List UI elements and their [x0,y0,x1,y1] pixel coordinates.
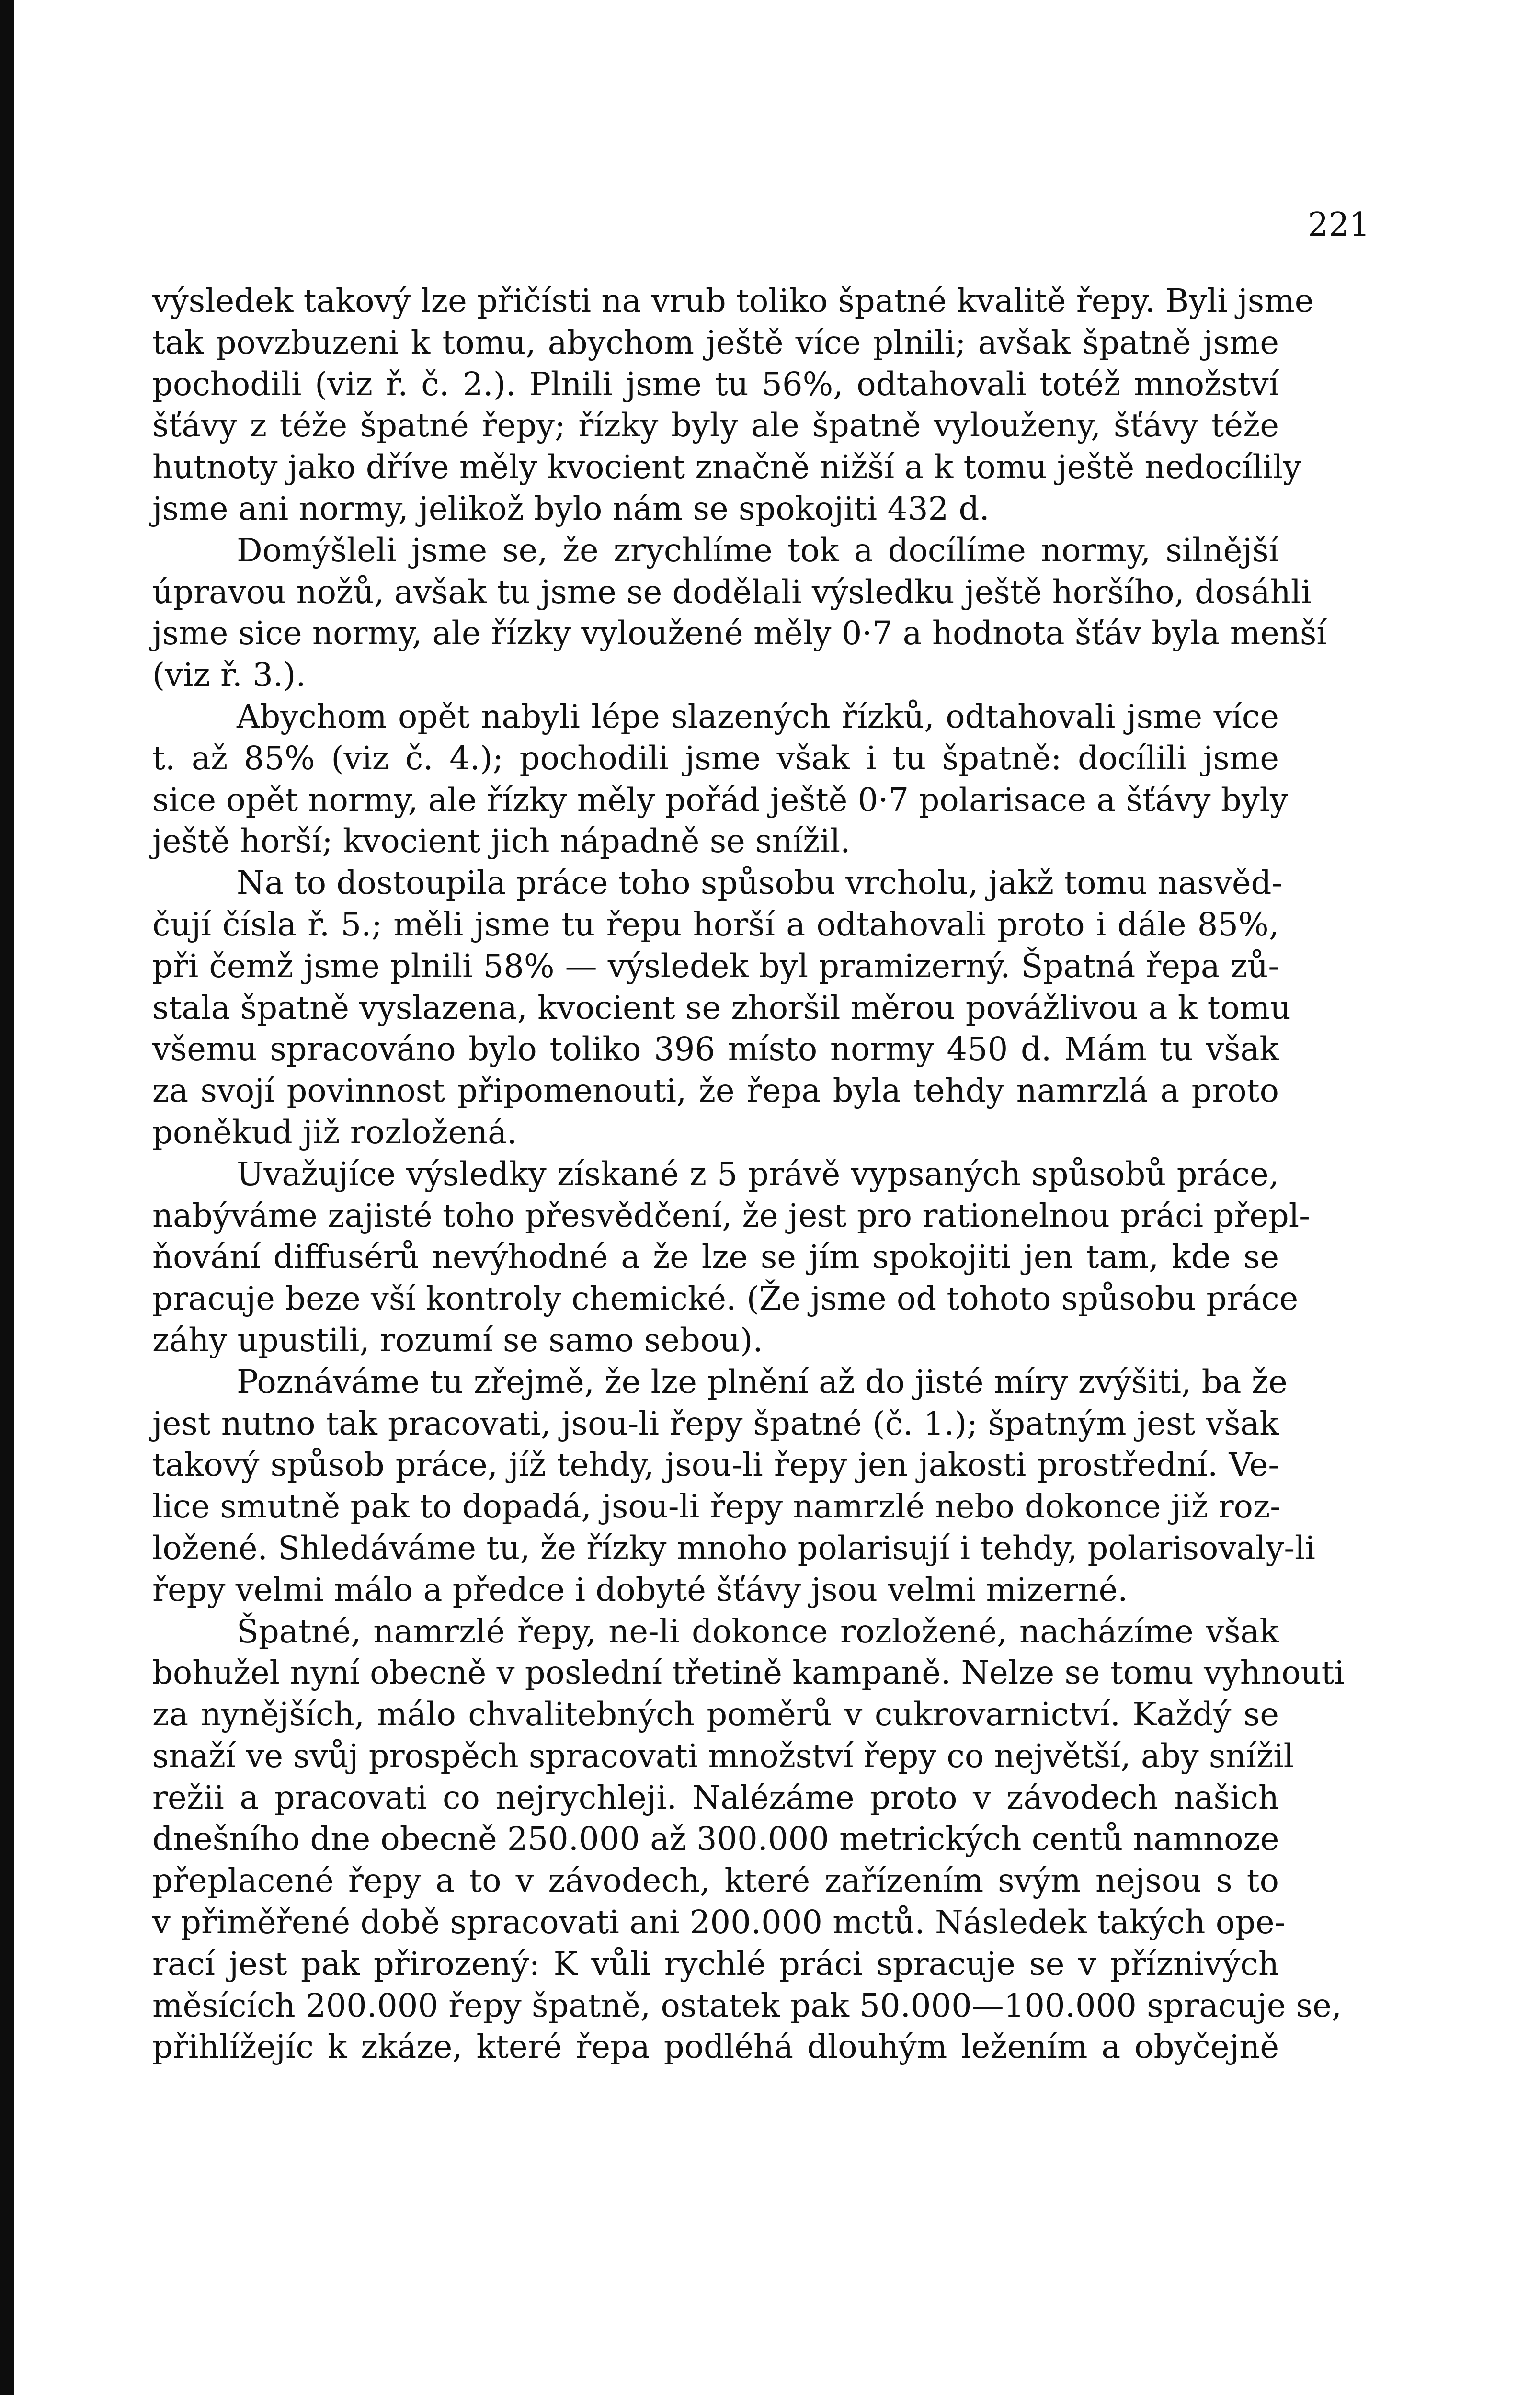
text-line: Abychom opět nabyli lépe slazených řízků, odtahovali jsme více [237,697,1279,735]
text-line: režii a pracovati co nejrychleji. Nalézáme proto v závodech našich [152,1779,1279,1816]
text-line: přihlížejíc k zkáze, které řepa podléhá dlouhým ležením a obyčejně [152,2028,1279,2066]
text-line: dnešního dne obecně 250.000 až 300.000 metrických centů namnoze [152,1820,1279,1858]
text-line: za nynějších, málo chvalitebných poměrů v cukrovarnictví. Každý se [152,1696,1279,1734]
text-line: Špatné, namrzlé řepy, ne-li dokonce rozložené, nacházíme však [237,1612,1279,1650]
text-line: výsledek takový lze přičísti na vrub toliko špatné kvalitě řepy. Byli jsme [152,282,1314,319]
text-line: Na to dostoupila práce toho spůsobu vrcholu, jakž tomu nasvěd- [237,864,1283,902]
text-line: ložené. Shledáváme tu, že řízky mnoho polarisují i tehdy, polarisovaly-li [152,1529,1315,1567]
text-line: snaží ve svůj prospěch spracovati množství řepy co největší, aby snížil [152,1737,1294,1775]
text-line: poněkud již rozložená. [152,1113,517,1151]
text-line: jsme sice normy, ale řízky vyloužené měly 0·7 a hodnota šťáv byla menší [152,615,1327,652]
text-line: za svojí povinnost připomenouti, že řepa byla tehdy namrzlá a proto [152,1072,1279,1110]
text-line: nabýváme zajisté toho přesvědčení, že jest pro rationelnou práci přepl- [152,1197,1310,1234]
text-line: při čemž jsme plnili 58% — výsledek byl pramizerný. Špatná řepa zů- [152,947,1279,985]
text-line: Uvažujíce výsledky získané z 5 právě vypsaných spůsobů práce, [237,1155,1279,1193]
body-text [152,280,1345,2068]
text-line: stala špatně vyslazena, kvocient se zhoršil měrou povážlivou a k tomu [152,989,1291,1026]
text-line: takový spůsob práce, jíž tehdy, jsou-li řepy jen jakosti prostřední. Ve- [152,1446,1279,1484]
text-line: v přiměřené době spracovati ani 200.000 mctů. Následek takých ope- [152,1904,1286,1941]
text-line: ňování diffusérů nevýhodné a že lze se jím spokojiti jen tam, kde se [152,1238,1279,1276]
text-line: jsme ani normy, jelikož bylo nám se spokojiti 432 d. [152,490,990,527]
text-line: lice smutně pak to dopadá, jsou-li řepy namrzlé nebo dokonce již roz- [152,1488,1281,1526]
text-line: rací jest pak přirozený: K vůli rychlé práci spracuje se v příznivých [152,1945,1279,1983]
text-line: řepy velmi málo a předce i dobyté šťávy jsou velmi mizerné. [152,1571,1128,1608]
text-line: ještě horší; kvocient jich nápadně se snížil. [152,822,851,860]
text-line: čují čísla ř. 5.; měli jsme tu řepu horší a odtahovali proto i dále 85%, [152,905,1279,943]
text-line: pochodili (viz ř. č. 2.). Plnili jsme tu 56%, odtahovali totéž množství [152,365,1279,403]
text-line: bohužel nyní obecně v poslední třetině kampaně. Nelze se tomu vyhnouti [152,1654,1345,1692]
text-line: měsících 200.000 řepy špatně, ostatek pak 50.000—100.000 spracuje se, [152,1986,1342,2024]
text-line: Domýšleli jsme se, že zrychlíme tok a docílíme normy, silnější [237,531,1279,569]
text-line: úpravou nožů, avšak tu jsme se dodělali výsledku ještě horšího, dosáhli [152,573,1312,611]
text-line: tak povzbuzeni k tomu, abychom ještě více plnili; avšak špatně jsme [152,323,1279,361]
page-number: 221 [1308,206,1370,244]
text-line: záhy upustili, rozumí se samo sebou). [152,1321,763,1359]
text-line: pracuje beze vší kontroly chemické. (Že jsme od tohoto spůsobu práce [152,1280,1299,1318]
text-line: (viz ř. 3.). [152,656,306,694]
text-line: jest nutno tak pracovati, jsou-li řepy špatné (č. 1.); špatným jest však [152,1404,1279,1442]
text-line: t. až 85% (viz č. 4.); pochodili jsme však i tu špatně: docílili jsme [152,739,1279,777]
scan-left-edge [0,0,14,2395]
text-line: všemu spracováno bylo toliko 396 místo normy 450 d. Mám tu však [152,1030,1279,1068]
text-line: šťávy z téže špatné řepy; řízky byly ale špatně vylouženy, šťávy téže [152,407,1279,445]
text-line: Poznáváme tu zřejmě, že lze plnění až do jisté míry zvýšiti, ba že [237,1363,1288,1401]
text-line: hutnoty jako dříve měly kvocient značně nižší a k tomu ještě nedocílily [152,448,1301,486]
text-line: sice opět normy, ale řízky měly pořád ještě 0·7 polarisace a šťávy byly [152,781,1288,819]
text-line: přeplacené řepy a to v závodech, které zařízením svým nejsou s to [152,1862,1279,1900]
